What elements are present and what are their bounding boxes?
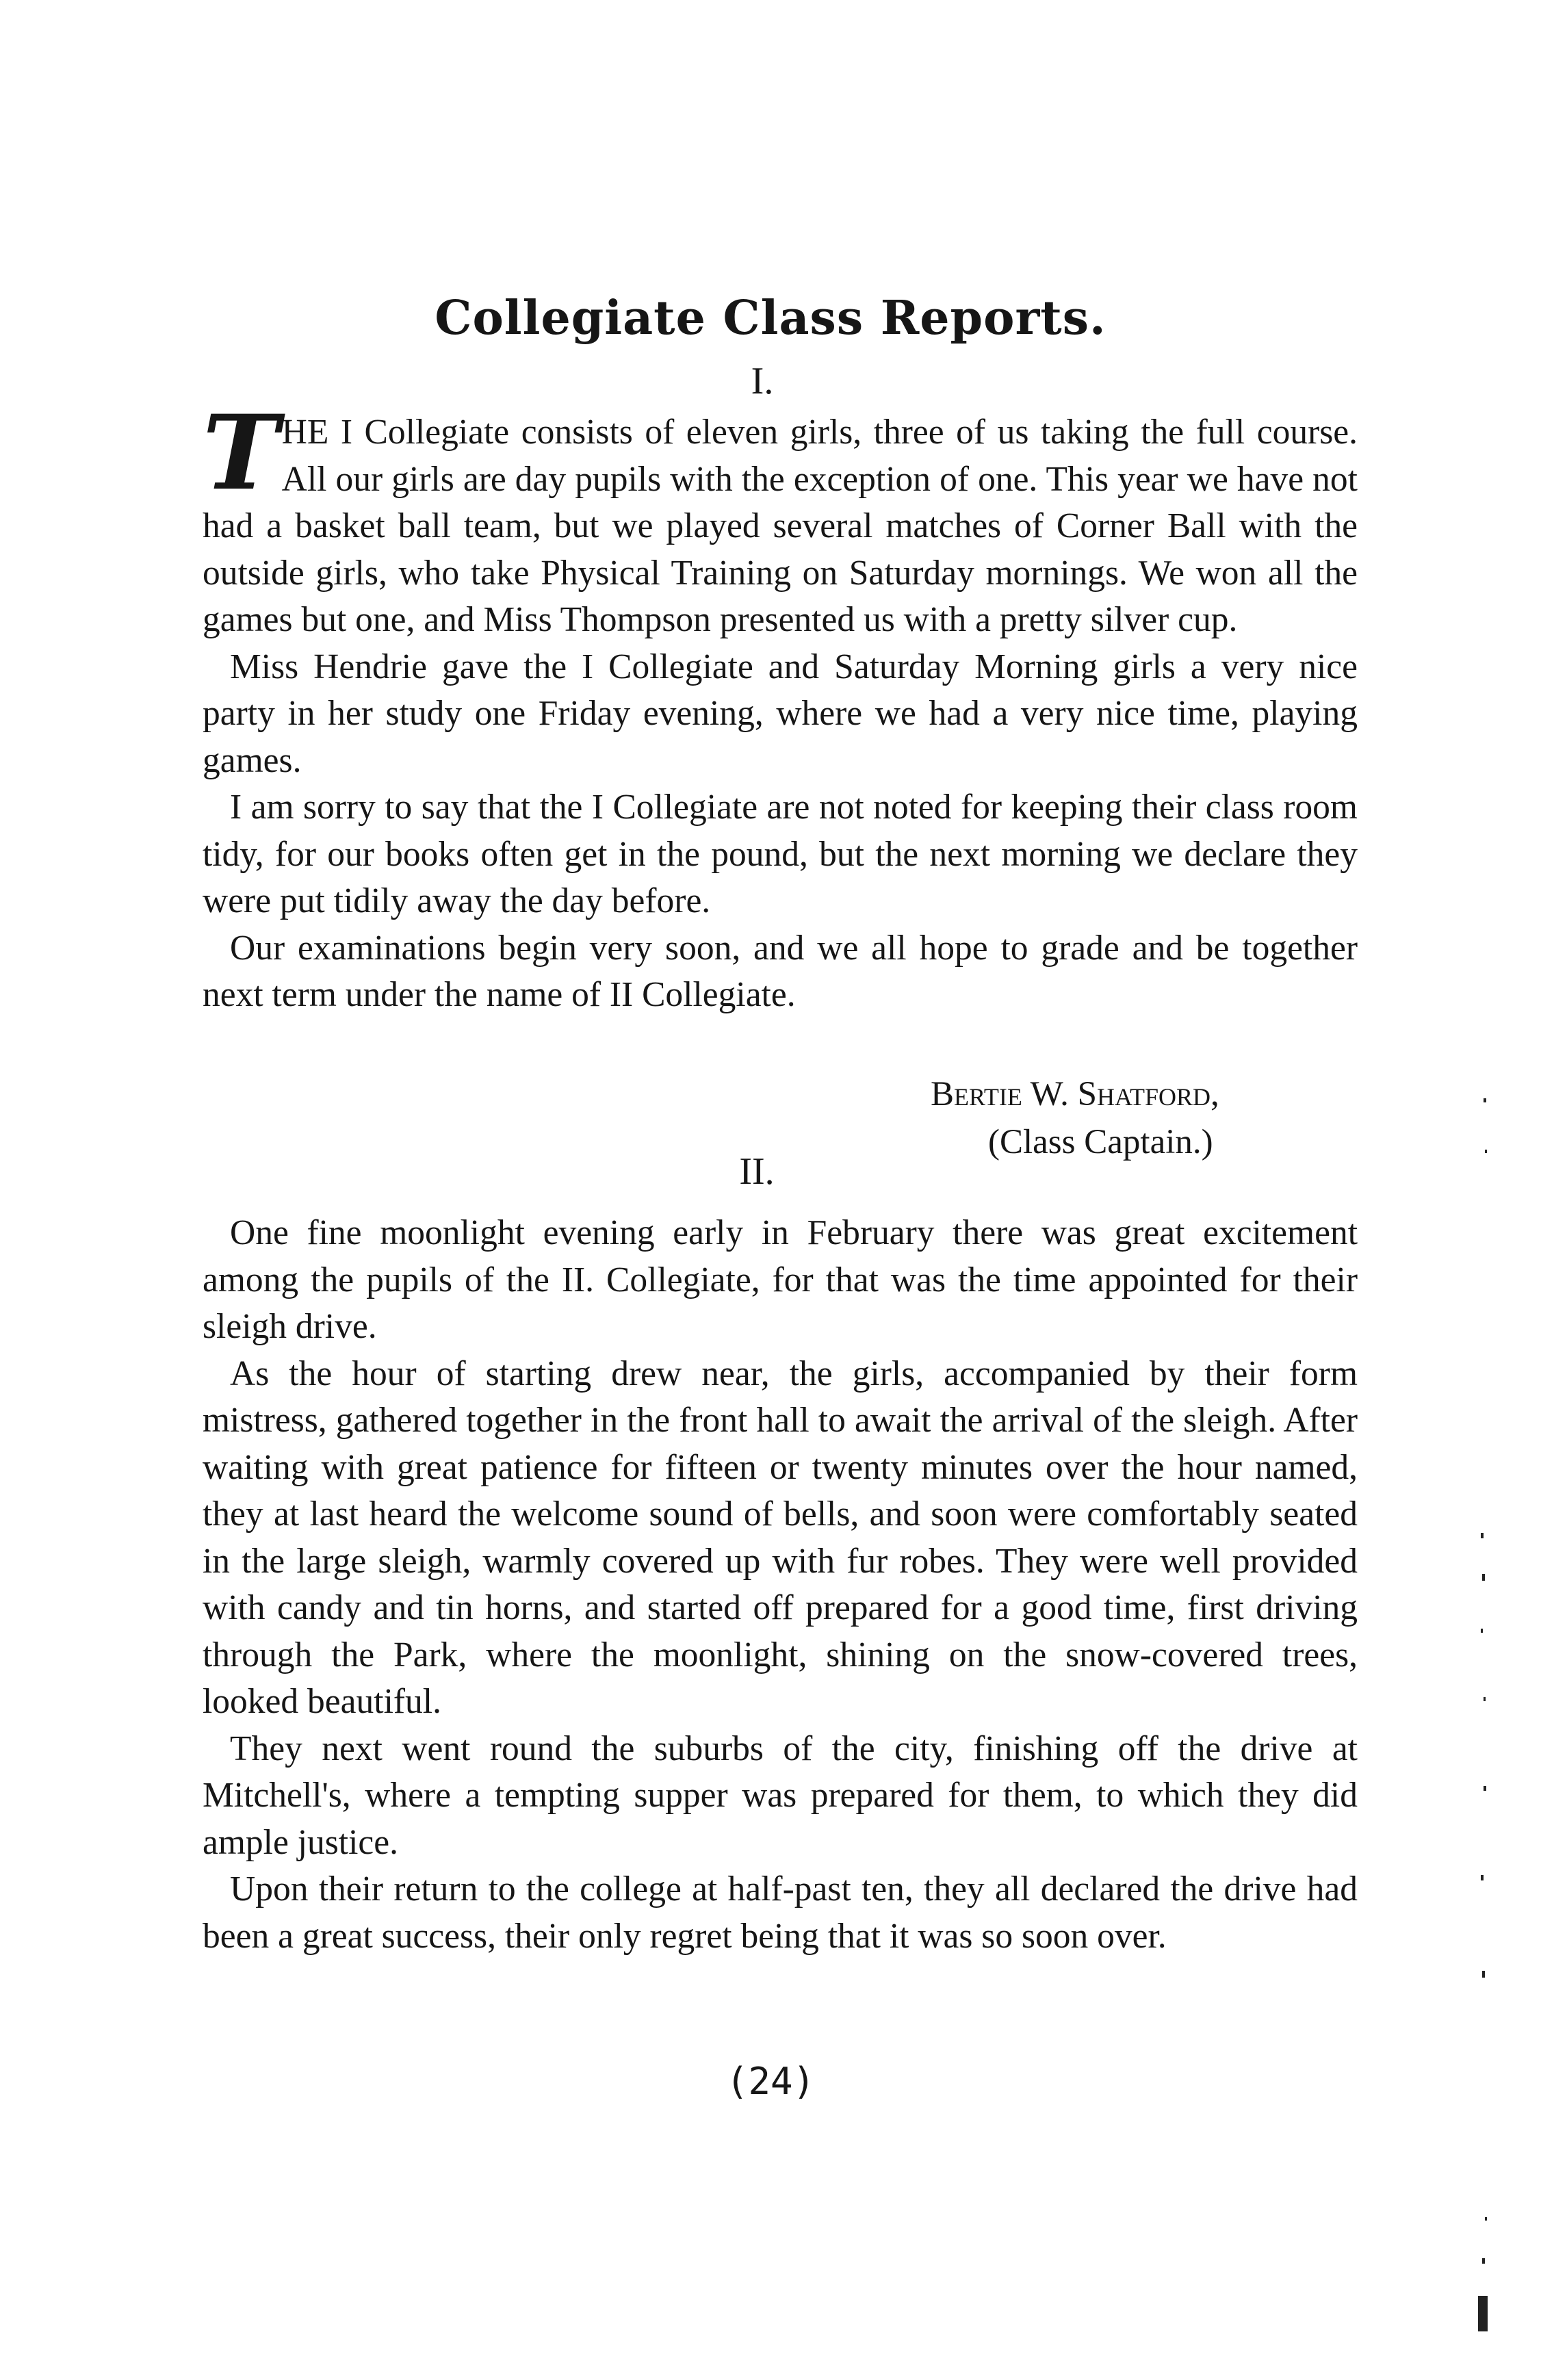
scan-speck bbox=[1481, 1875, 1484, 1880]
section-1-body bbox=[203, 393, 1358, 1019]
section-numeral-2: II. bbox=[739, 1150, 775, 1193]
section-2-paragraph-3: They next went round the suburbs of the city, finishing off the drive at Mitchell's, where a tempting supper was prepared for them, to which they did ample justice. bbox=[203, 1729, 1358, 1862]
section-1-paragraph-1-text: HE I Collegiate consists of eleven girls, three of us taking the full course. All our girls are day pupils with the exception of one. This year we have not had a basket ball team, but we played several matches of Corner Ball with the outside girls, who take Physical Training on Saturday mornings. We won all the games but one, and Miss Thompson presented us with a pretty silver cup. bbox=[203, 413, 1358, 639]
section-1-paragraph-4: Our examinations begin very soon, and we all hope to grade and be together next term under the name of II Collegiate. bbox=[203, 928, 1358, 1014]
section-1-paragraph-2: Miss Hendrie gave the I Collegiate and Saturday Morning girls a very nice party in her study one Friday evening, where we had a very nice time, playing games. bbox=[203, 647, 1358, 780]
scan-speck bbox=[1485, 1150, 1487, 1153]
section-2-body bbox=[203, 1210, 1358, 1960]
scan-speck bbox=[1482, 2258, 1485, 2264]
scan-speck bbox=[1484, 1697, 1486, 1701]
section-1-paragraph-3: I am sorry to say that the I Collegiate are not noted for keeping their class room tidy, for our books often get in the pound, but the next morning we declare they were put tidily away the day before. bbox=[203, 788, 1358, 920]
scan-speck bbox=[1481, 1629, 1483, 1633]
section-2-paragraph-2: As the hour of starting drew near, the girls, accompanied by their form mistress, gathered together in the front hall to await the arrival of the sleigh. After waiting with great patience for fifteen or twenty minutes over the hour named, they at last heard the welcome sound of bells, and soon were comfortably seated in the large sleigh, warmly covered up with fur robes. They were well provided with candy and tin horns, and started off prepared for a good time, first driving through the Park, where the moonlight, shining on the snow-covered trees, looked beautiful. bbox=[203, 1354, 1358, 1721]
scan-speck bbox=[1484, 1786, 1486, 1791]
signature-title: (Class Captain.) bbox=[988, 1123, 1213, 1161]
scan-speck bbox=[1478, 2296, 1488, 2331]
page-title: Collegiate Class Reports. bbox=[435, 291, 1106, 346]
scan-speck bbox=[1484, 1098, 1486, 1102]
section-1-paragraph-1 bbox=[203, 393, 1358, 644]
section-2-paragraph-4: Upon their return to the college at half-past ten, they all declared the drive had been a great success, their only regret being that it was so soon over. bbox=[203, 1870, 1358, 1956]
drop-cap-letter: T bbox=[203, 393, 279, 513]
scan-speck bbox=[1482, 1574, 1485, 1581]
section-2-paragraph-1: One fine moonlight evening early in February there was great excitement among the pupils of the II. Collegiate, for that was the time appointed for their sleigh drive. bbox=[203, 1213, 1358, 1346]
scan-speck bbox=[1485, 2217, 1487, 2221]
scan-speck bbox=[1482, 1971, 1485, 1978]
page-number: (24) bbox=[725, 2060, 816, 2103]
section-numeral-1: I. bbox=[751, 360, 774, 402]
scan-speck bbox=[1481, 1533, 1484, 1538]
signature-name: Bertie W. Shatford, bbox=[931, 1075, 1219, 1113]
